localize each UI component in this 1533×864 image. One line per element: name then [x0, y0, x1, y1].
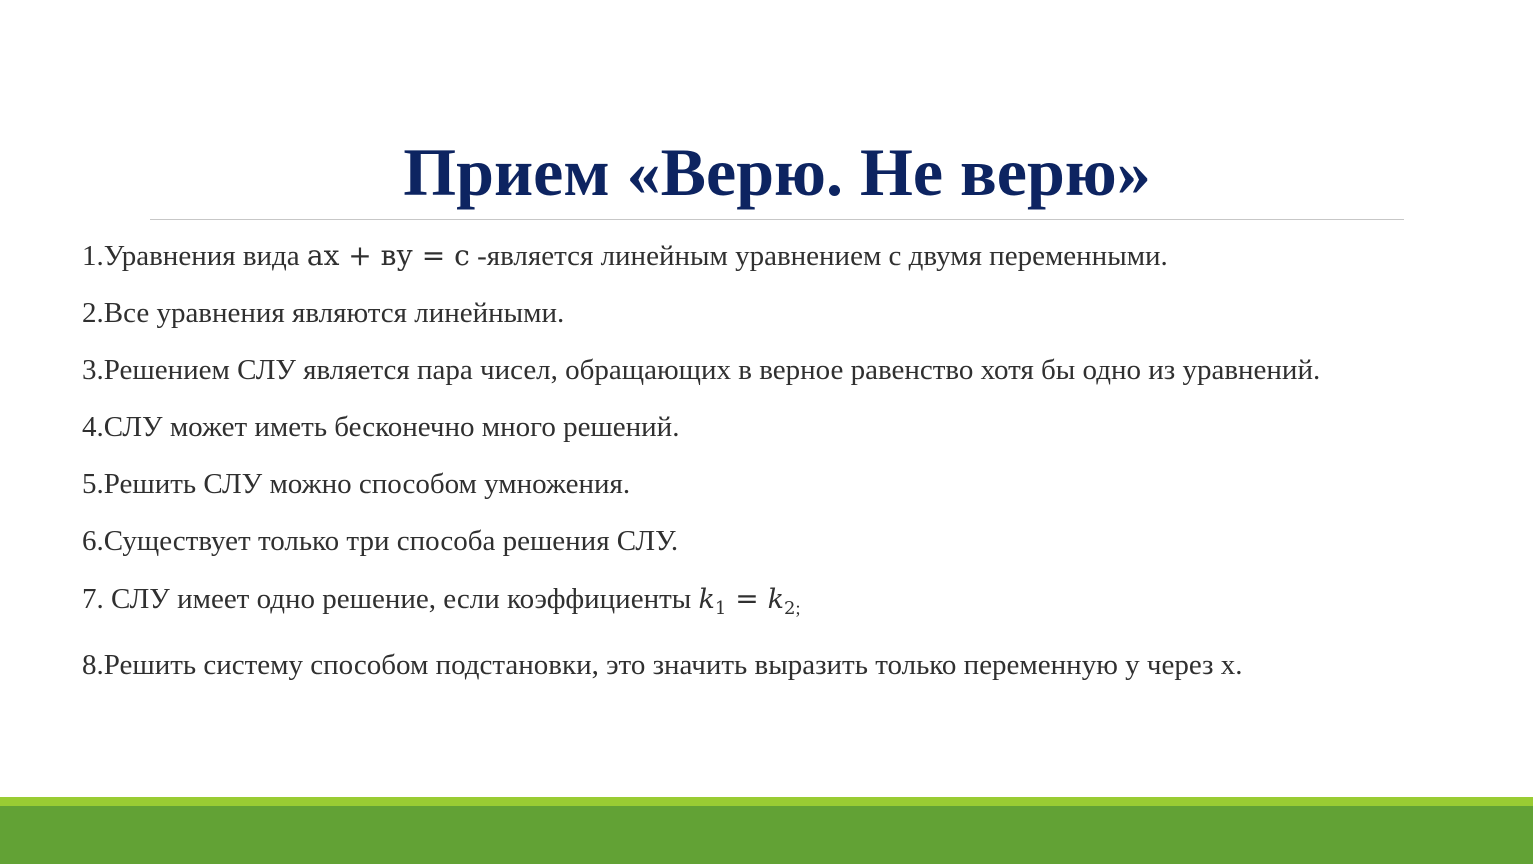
statement-6: [82, 524, 1332, 559]
statement-4: [82, 410, 1332, 445]
statement-text: Уравнения вида: [103, 240, 307, 272]
statement-number: 5.: [82, 468, 104, 500]
statement-number: 7.: [82, 583, 104, 615]
statement-text: Решить систему способом подстановки, это значить выразить только переменную у через х.: [103, 649, 1243, 681]
statement-list: [82, 238, 1332, 705]
statement-number: 8.: [82, 649, 104, 681]
statement-text: -является линейным уравнением с двумя переменными.: [469, 240, 1168, 272]
equals-sign: =: [726, 582, 768, 615]
statement-text: СЛУ имеет одно решение, если коэффициенты: [103, 583, 699, 615]
subscript-1: 1: [714, 598, 727, 619]
footer-band-dark: [0, 806, 1533, 864]
subscript-2: 2: [783, 598, 796, 619]
statement-number: 3.: [82, 354, 104, 386]
statement-8: [82, 648, 1332, 683]
statement-1: [82, 238, 1332, 274]
statement-text: Решить СЛУ можно способом умножения.: [103, 468, 631, 500]
coefficient-k1: k: [698, 584, 715, 615]
statement-text: Существует только три способа решения СЛУ.: [103, 525, 679, 557]
statement-text: Все уравнения являются линейными.: [103, 297, 565, 329]
linear-equation-formula: ах + ву = с: [306, 239, 470, 272]
statement-number: 4.: [82, 411, 104, 443]
footer-band-light: [0, 797, 1533, 806]
slide-title: Прием «Верю. Не верю»: [403, 134, 1151, 210]
coefficient-formula: [698, 582, 801, 619]
statement-2: [82, 296, 1332, 331]
statement-text: Решением СЛУ является пара чисел, обращающих в верное равенство хотя бы одно из уравнений.: [103, 354, 1321, 386]
statement-3: [82, 353, 1332, 388]
statement-text: СЛУ может иметь бесконечно много решений.: [103, 411, 680, 443]
statement-number: 1.: [82, 240, 104, 272]
title-divider: [150, 219, 1404, 220]
statement-number: 6.: [82, 525, 104, 557]
statement-number: 2.: [82, 297, 104, 329]
coefficient-k2: k: [767, 584, 784, 615]
statement-7: [82, 581, 1332, 626]
statement-5: [82, 467, 1332, 502]
trailing-semicolon: ;: [795, 598, 801, 618]
